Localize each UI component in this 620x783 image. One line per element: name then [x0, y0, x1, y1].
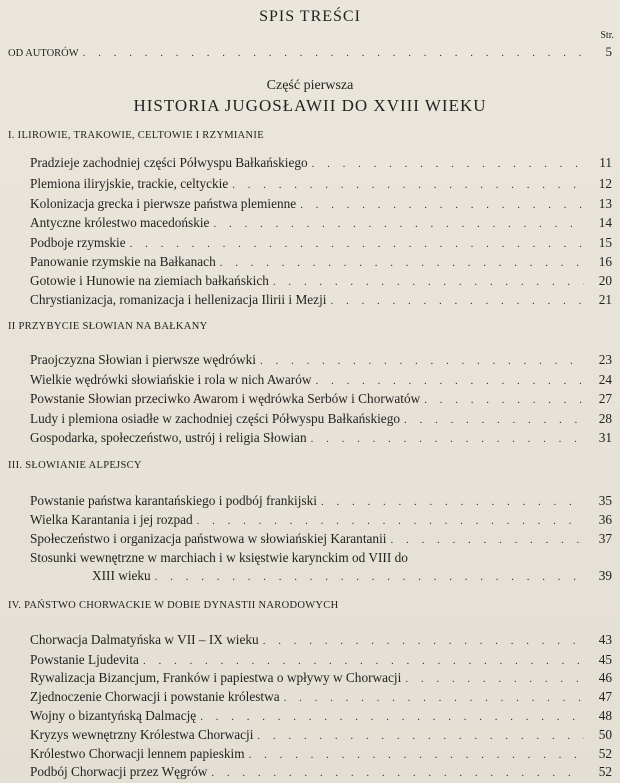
- toc-entry: [30, 746, 612, 762]
- entry-title-continuation: XIII wieku: [92, 568, 151, 583]
- section-heading: II PRZYBYCIE SŁOWIAN NA BAŁKANY: [8, 321, 208, 332]
- entry-page: 35: [598, 493, 612, 508]
- entry-title: Stosunki wewnętrzne w marchiach i w księstwie karynckim od VIII do: [30, 550, 408, 565]
- dot-leader: [311, 375, 584, 387]
- toc-entry: [30, 512, 612, 528]
- dot-leader: [420, 394, 584, 406]
- entry-page: 31: [598, 430, 612, 445]
- page-title: SPIS TREŚCI: [259, 8, 361, 25]
- dot-leader: [386, 534, 584, 546]
- dot-leader: [308, 158, 584, 170]
- toc-entry: [30, 155, 612, 171]
- authors-label: OD AUTORÓW: [8, 48, 79, 59]
- dot-leader: [317, 496, 584, 508]
- entry-page: 13: [598, 196, 612, 211]
- dot-leader: [126, 238, 584, 250]
- dot-leader: [259, 635, 584, 647]
- dot-leader: [296, 199, 584, 211]
- entry-page: 36: [598, 512, 612, 527]
- entry-title: Wojny o bizantyńską Dalmację: [30, 708, 197, 723]
- section-heading: IV. PAŃSTWO CHORWACKIE W DOBIE DYNASTII NARODOWYCH: [8, 600, 339, 611]
- toc-entry: [30, 708, 612, 724]
- dot-leader: [196, 711, 584, 723]
- toc-entry: [30, 273, 612, 289]
- toc-entry: [30, 235, 612, 251]
- toc-entry: [30, 764, 612, 780]
- entry-page: 52: [598, 746, 612, 761]
- part-title: HISTORIA JUGOSŁAWII DO XVIII WIEKU: [133, 96, 487, 115]
- entry-page: 37: [598, 531, 612, 546]
- entry-page: 43: [598, 632, 612, 647]
- toc-entry: [30, 550, 612, 566]
- authors-page: 5: [605, 44, 612, 59]
- dot-leader: [216, 257, 584, 269]
- dot-leader: [207, 767, 584, 779]
- toc-entry: [30, 430, 612, 446]
- entry-title: Społeczeństwo i organizacja państwowa w słowiańskiej Karantanii: [30, 531, 387, 546]
- toc-entry: [30, 196, 612, 212]
- entry-page: 16: [598, 254, 612, 269]
- entry-title: Powstanie państwa karantańskiego i podbój frankijski: [30, 493, 317, 508]
- dot-leader: [307, 433, 584, 445]
- entry-page: 15: [598, 235, 612, 250]
- toc-entry: [30, 689, 612, 705]
- part-label: Część pierwsza: [266, 78, 354, 93]
- toc-entry: [30, 215, 612, 231]
- entry-title: Wielkie wędrówki słowiańskie i rola w nich Awarów: [30, 372, 312, 387]
- entry-title: Ludy i plemiona osiadłe w zachodniej części Półwyspu Bałkańskiego: [30, 411, 401, 426]
- toc-entry: [30, 727, 612, 743]
- entry-page: 23: [598, 352, 612, 367]
- entry-title: Panowanie rzymskie na Bałkanach: [30, 254, 216, 269]
- entry-page: 50: [598, 727, 612, 742]
- dot-leader: [400, 414, 584, 426]
- dot-leader: [280, 692, 584, 704]
- entry-title: Gotowie i Hunowie na ziemiach bałkańskich: [30, 273, 269, 288]
- entry-title: Kolonizacja grecka i pierwsze państwa plemienne: [30, 196, 297, 211]
- toc-entry: [30, 411, 612, 427]
- section-heading: III. SŁOWIANIE ALPEJSCY: [8, 460, 142, 471]
- dot-leader: [401, 673, 584, 685]
- dot-leader: [193, 515, 584, 527]
- entry-page: 39: [598, 568, 612, 583]
- toc-entry: [30, 652, 612, 668]
- entry-page: 21: [598, 292, 612, 307]
- entry-page: 14: [598, 215, 612, 230]
- entry-page: 27: [598, 391, 612, 406]
- entry-page: 20: [598, 273, 612, 288]
- entry-page: 52: [598, 764, 612, 779]
- entry-title: Podbój Chorwacji przez Węgrów: [30, 764, 208, 779]
- toc-entry-continuation: [92, 568, 612, 584]
- entry-title: Podboje rzymskie: [30, 235, 126, 250]
- toc-entry: [30, 531, 612, 547]
- dot-leader: [256, 355, 584, 367]
- toc-entry: [30, 670, 612, 686]
- entry-page: 12: [598, 176, 612, 191]
- entry-title: Plemiona iliryjskie, trackie, celtyckie: [30, 176, 229, 191]
- dot-leader: [209, 218, 584, 230]
- dot-leader: [151, 571, 584, 583]
- entry-page: 11: [599, 155, 612, 170]
- entry-title: Rywalizacja Bizancjum, Franków i papiestwa o wpływy w Chorwacji: [30, 670, 402, 685]
- dot-leader: [79, 47, 584, 59]
- entry-title: Wielka Karantania i jej rozpad: [30, 512, 193, 527]
- toc-entry: [30, 254, 612, 270]
- entry-title: Zjednoczenie Chorwacji i powstanie królestwa: [30, 689, 280, 704]
- entry-title: Antyczne królestwo macedońskie: [30, 215, 210, 230]
- entry-page: 24: [598, 372, 612, 387]
- entry-title: Królestwo Chorwacji lennem papieskim: [30, 746, 245, 761]
- toc-entry: [30, 493, 612, 509]
- entry-page: 48: [598, 708, 612, 723]
- toc-entry: [30, 352, 612, 368]
- dot-leader: [269, 276, 584, 288]
- toc-entry: [30, 391, 612, 407]
- page-column-label: Str.: [600, 30, 614, 41]
- dot-leader: [139, 655, 584, 667]
- entry-page: 28: [598, 411, 612, 426]
- entry-page: 46: [598, 670, 612, 685]
- toc-entry: [30, 292, 612, 308]
- dot-leader: [245, 749, 584, 761]
- entry-title: Pradzieje zachodniej części Półwyspu Bałkańskiego: [30, 155, 308, 170]
- entry-page: 47: [598, 689, 612, 704]
- entry-title: Powstanie Ljudevita: [30, 652, 139, 667]
- toc-entry: [30, 176, 612, 192]
- entry-title: Chrystianizacja, romanizacja i hellenizacja Ilirii i Mezji: [30, 292, 327, 307]
- entry-title: Kryzys wewnętrzny Królestwa Chorwacji: [30, 727, 254, 742]
- entry-page: 45: [598, 652, 612, 667]
- entry-title: Gospodarka, społeczeństwo, ustrój i religia Słowian: [30, 430, 307, 445]
- entry-title: Praojczyzna Słowian i pierwsze wędrówki: [30, 352, 256, 367]
- entry-title: Powstanie Słowian przeciwko Awarom i wędrówka Serbów i Chorwatów: [30, 391, 421, 406]
- entry-title: Chorwacja Dalmatyńska w VII – IX wieku: [30, 632, 259, 647]
- toc-authors-row: [8, 44, 612, 60]
- section-heading: I. ILIROWIE, TRAKOWIE, CELTOWIE I RZYMIANIE: [8, 130, 264, 141]
- dot-leader: [228, 179, 584, 191]
- toc-entry: [30, 372, 612, 388]
- dot-leader: [326, 295, 584, 307]
- dot-leader: [253, 730, 584, 742]
- toc-entry: [30, 632, 612, 648]
